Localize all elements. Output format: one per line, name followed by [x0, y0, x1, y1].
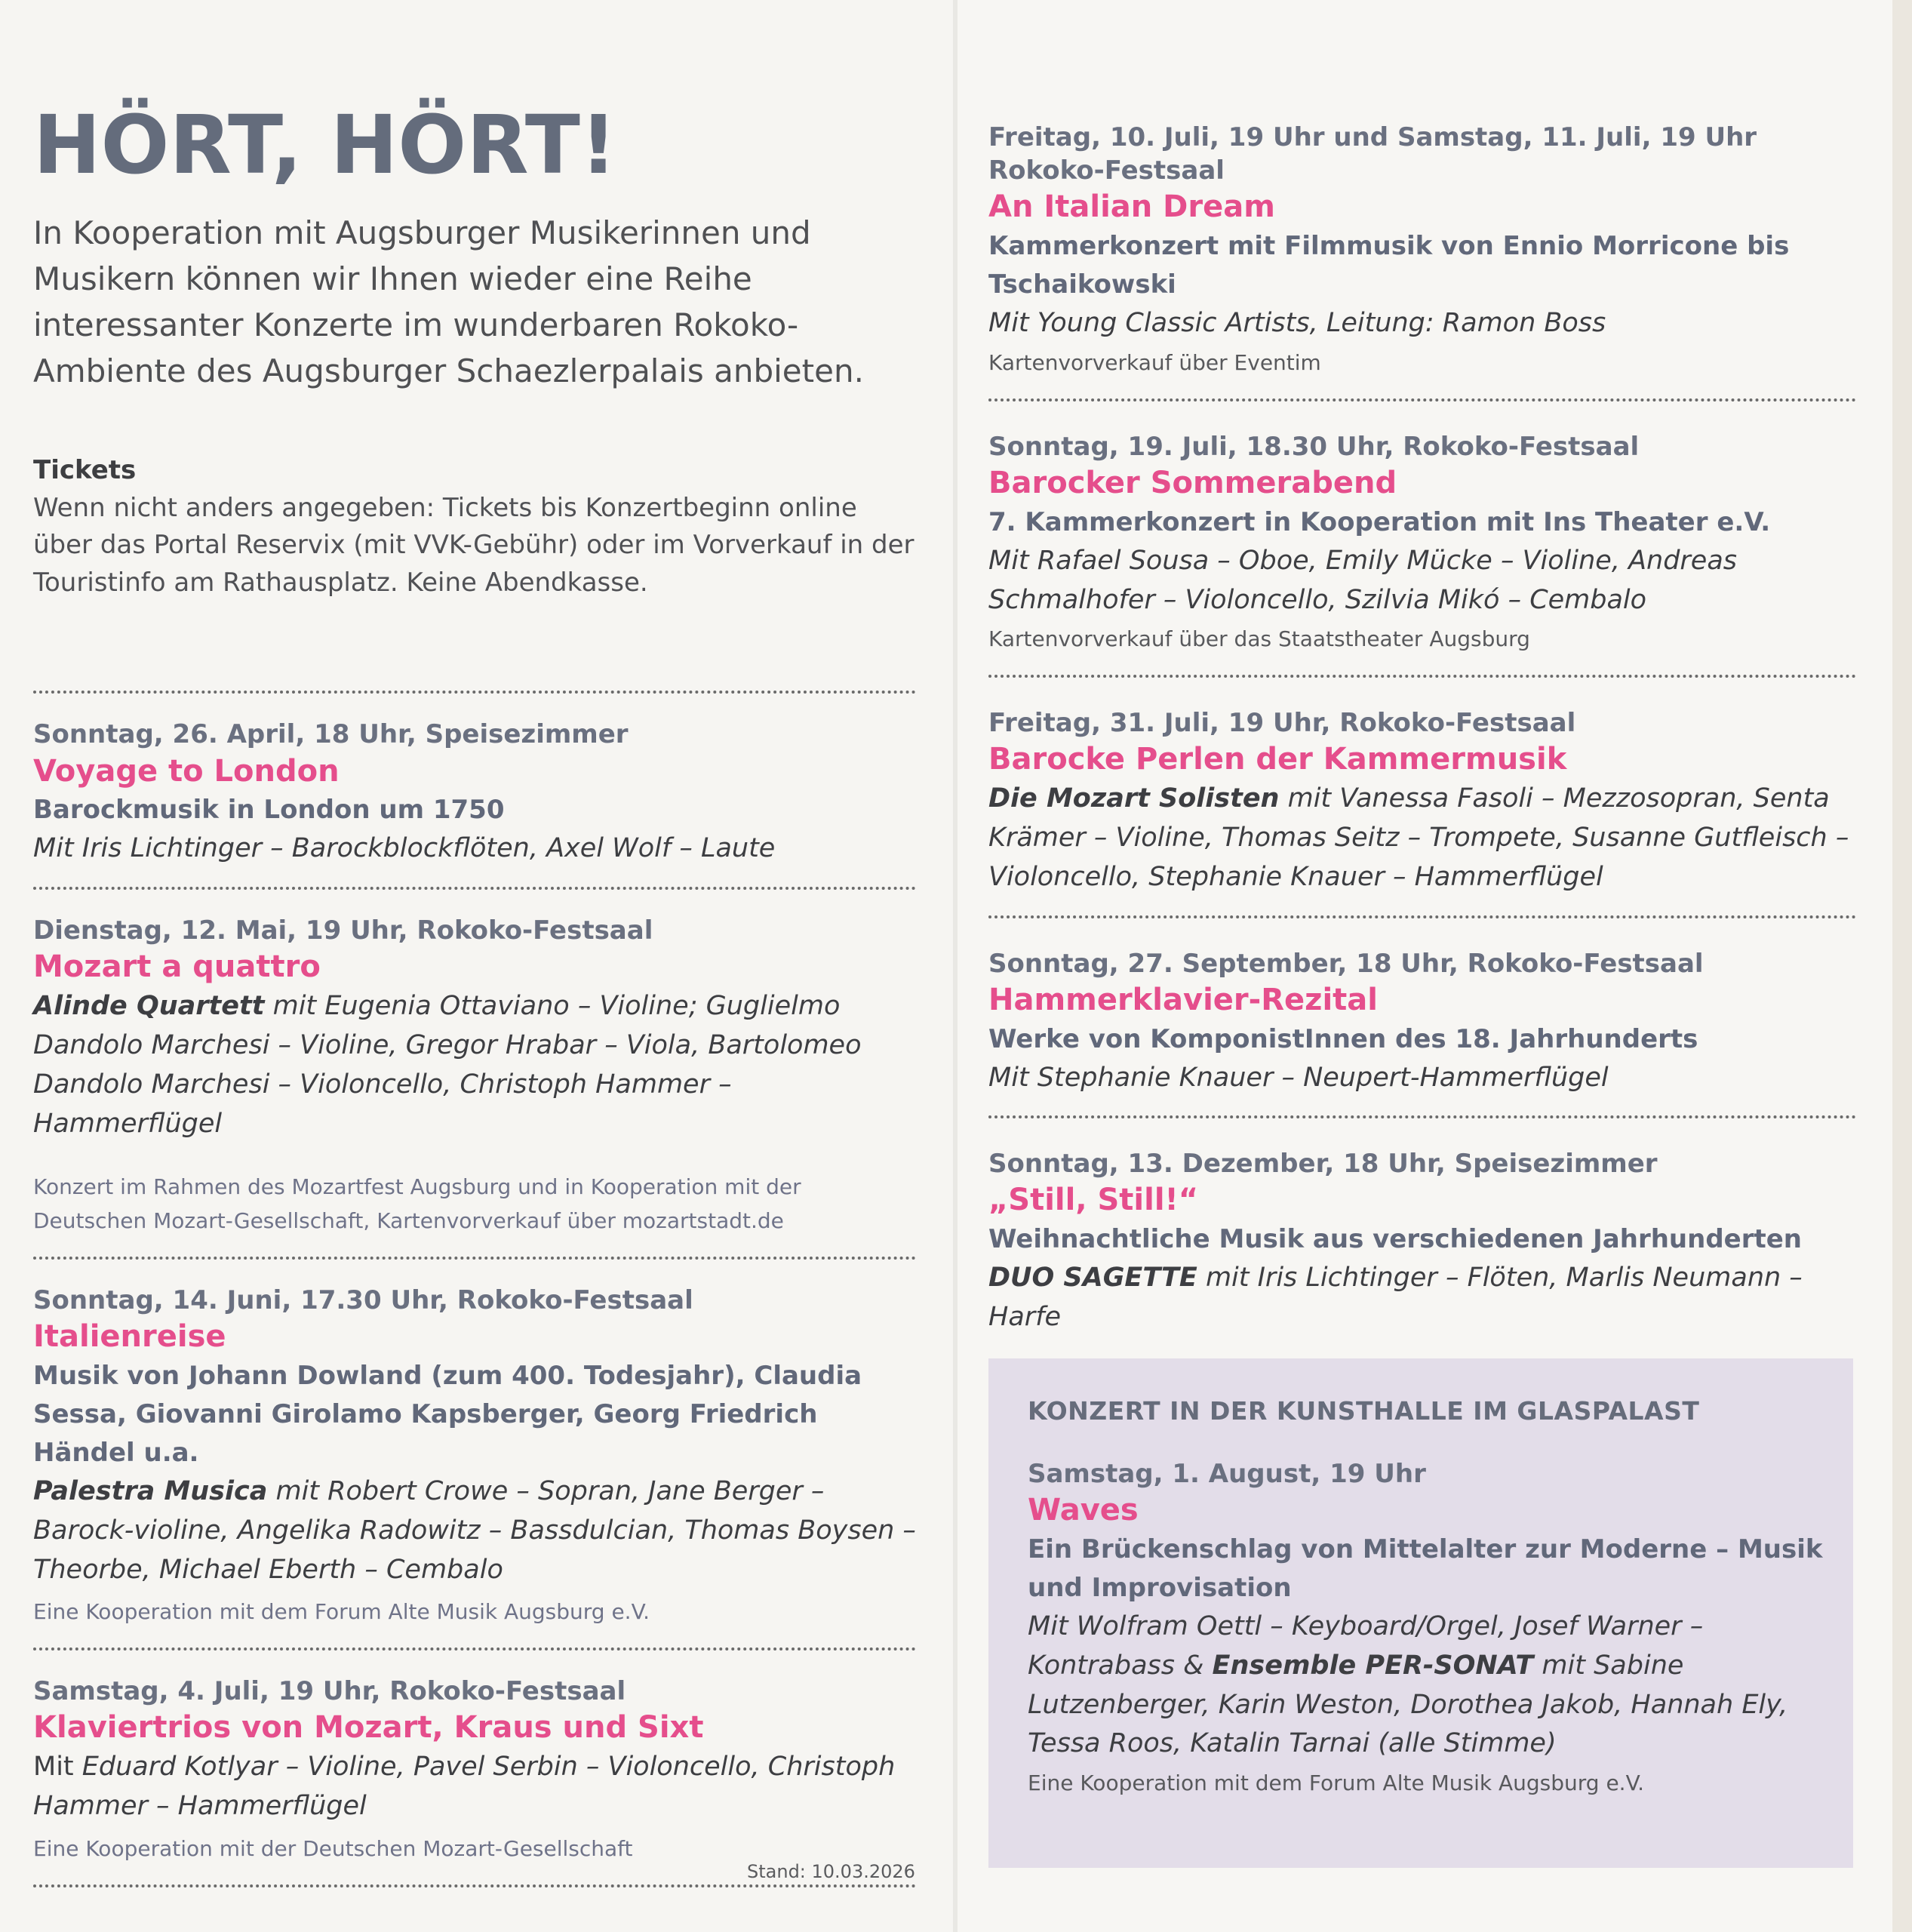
box-content — [1028, 1396, 1827, 1801]
event-performers — [33, 1748, 916, 1826]
ensemble-name: Palestra Musica — [33, 1475, 268, 1506]
ensemble-name: Die Mozart Solisten — [988, 783, 1280, 814]
event-still-still — [988, 1147, 1856, 1337]
dotted-divider — [988, 1115, 1856, 1118]
event-title: Hammerklavier-Rezital — [988, 982, 1378, 1017]
tickets-label: Tickets — [33, 454, 137, 485]
event-performers — [988, 1259, 1856, 1337]
page-title: HÖRT, HÖRT! — [33, 99, 617, 192]
intro-text: In Kooperation mit Augsburger Musikerinnen und Musikern können wir Ihnen wieder eine Reihe interessanter Konzerte im wunderbaren Rokoko-Ambiente des Augsburger Schaezlerpalais anbieten. — [33, 214, 864, 389]
performer-list: Mit Wolfram Oettl – Keyboard/Orgel, Josef Warner – Kontrabass & — [1028, 1611, 1704, 1681]
event-title: Barocker Sommerabend — [988, 465, 1397, 500]
ensemble-name: Alinde Quartett — [33, 991, 265, 1022]
performer-list: Eduard Kotlyar – Violine, Pavel Serbin – Violoncello, Christoph Hammer – Hammerflügel — [33, 1752, 896, 1821]
event-note: Konzert im Rahmen des Mozartfest Augsburg und in Kooperation mit der Deutschen Mozart-Gesellschaft, Kartenvorverkauf über mozartstadt.de — [33, 1174, 801, 1234]
tickets-text: Wenn nicht anders angegeben: Tickets bis Konzertbeginn online über das Portal Reservix (mit VVK-Gebühr) oder im Vorverkauf in der Touristinfo am Rathausplatz. Keine Abendkasse. — [33, 492, 915, 598]
performer-list: mit Eugenia Ottaviano – Violine; Guglielmo Dandolo Marchesi – Violine, Gregor Hrabar – Viola, Bartolomeo Dandolo Marchesi – Violoncello, Christoph Hammer – Hammerflügel — [33, 991, 862, 1139]
event-date: Sonntag, 13. Dezember, 18 Uhr, Speisezimmer — [988, 1149, 1658, 1180]
kunsthalle-concert-box — [988, 1358, 1853, 1868]
performer-list: mit Vanessa Fasoli – Mezzosopran, Senta Krämer – Violine, Thomas Seitz – Trompete, Susanne Gutfleisch – Violoncello, Stephanie Knauer – Hammerflügel — [988, 783, 1849, 892]
event-barocke-perlen — [988, 706, 1856, 897]
dotted-divider — [988, 398, 1856, 401]
event-subtitle: Werke von KomponistInnen des 18. Jahrhunderts — [988, 1023, 1698, 1054]
event-performers — [33, 987, 916, 1143]
performer-list: mit Sabine Lutzenberger, Karin Weston, Dorothea Jakob, Hannah Ely, Tessa Roos, Katalin Tarnai (alle Stimme) — [1028, 1650, 1788, 1759]
event-subtitle: Barockmusik in London um 1750 — [33, 795, 505, 826]
event-subtitle: Musik von Johann Dowland (zum 400. Todesjahr), Claudia Sessa, Giovanni Girolamo Kapsberger, Georg Friedrich Händel u.a. — [33, 1360, 862, 1468]
event-subtitle: Ein Brückenschlag von Mittelalter zur Moderne – Musik und Improvisation — [1028, 1534, 1823, 1603]
event-date: Sonntag, 19. Juli, 18.30 Uhr, Rokoko-Festsaal — [988, 431, 1640, 462]
event-performers — [988, 780, 1856, 897]
dotted-divider — [33, 1884, 916, 1887]
right-column — [988, 121, 1856, 1355]
event-note: Kartenvorverkauf über Eventim — [988, 349, 1321, 375]
page-edge — [1892, 0, 1912, 1932]
event-klaviertrios — [33, 1675, 916, 1866]
event-performers — [1028, 1607, 1827, 1764]
event-voyage-to-london — [33, 718, 916, 869]
event-title: Klaviertrios von Mozart, Kraus und Sixt — [33, 1710, 704, 1746]
dotted-divider — [988, 915, 1856, 918]
event-subtitle: Weihnachtliche Musik aus verschiedenen Jahrhunderten — [988, 1224, 1803, 1255]
left-column — [33, 99, 916, 1912]
event-title: Voyage to London — [33, 753, 340, 789]
event-title: An Italian Dream — [988, 189, 1275, 225]
dotted-divider — [33, 1647, 916, 1651]
performer-prefix: Mit — [33, 1752, 82, 1783]
performer-list: mit Iris Lichtinger – Flöten, Marlis Neumann – Harfe — [988, 1263, 1803, 1333]
event-title: Waves — [1028, 1493, 1139, 1528]
event-performers: Mit Stephanie Knauer – Neupert-Hammerflügel — [988, 1062, 1609, 1093]
event-subtitle: 7. Kammerkonzert in Kooperation mit Ins Theater e.V. — [988, 506, 1771, 537]
event-date: Freitag, 10. Juli, 19 Uhr und Samstag, 11. Juli, 19 Uhr — [988, 122, 1757, 152]
dotted-divider — [33, 691, 916, 694]
stand-date: Stand: 10.03.2026 — [747, 1861, 915, 1882]
event-note: Eine Kooperation mit dem Forum Alte Musik Augsburg e.V. — [1028, 1770, 1645, 1796]
event-note: Kartenvorverkauf über das Staatstheater Augsburg — [988, 626, 1530, 652]
page-fold — [953, 0, 958, 1932]
event-performers: Mit Rafael Sousa – Oboe, Emily Mücke – Violine, Andreas Schmalhofer – Violoncello, Szilvia Mikó – Cembalo — [988, 545, 1738, 615]
event-date: Samstag, 1. August, 19 Uhr — [1028, 1459, 1426, 1489]
event-title: „Still, Still!“ — [988, 1183, 1199, 1218]
event-title: Barocke Perlen der Kammermusik — [988, 742, 1567, 777]
event-mozart-a-quattro — [33, 914, 916, 1238]
event-subtitle: Kammerkonzert mit Filmmusik von Ennio Morricone bis Tschaikowski — [988, 231, 1790, 300]
box-heading: KONZERT IN DER KUNSTHALLE IM GLASPALAST — [1028, 1396, 1700, 1426]
event-note: Eine Kooperation mit dem Forum Alte Musik Augsburg e.V. — [33, 1599, 650, 1625]
event-date: Sonntag, 26. April, 18 Uhr, Speisezimmer — [33, 719, 629, 750]
event-date: Dienstag, 12. Mai, 19 Uhr, Rokoko-Festsaal — [33, 915, 653, 946]
performer-list: mit Robert Crowe – Sopran, Jane Berger – Barock-violine, Angelika Radowitz – Bassdulcian, Thomas Boysen – Theorbe, Michael Eberth – Cembalo — [33, 1475, 916, 1585]
event-title: Mozart a quattro — [33, 949, 321, 985]
event-performers: Mit Young Classic Artists, Leitung: Ramon Boss — [988, 308, 1606, 339]
ensemble-name: DUO SAGETTE — [988, 1263, 1197, 1294]
dotted-divider — [988, 675, 1856, 678]
event-an-italian-dream — [988, 121, 1856, 380]
event-date: Samstag, 4. Juli, 19 Uhr, Rokoko-Festsaal — [33, 1676, 626, 1707]
event-location: Rokoko-Festsaal — [988, 155, 1225, 186]
event-italienreise — [33, 1284, 916, 1629]
event-note: Eine Kooperation mit der Deutschen Mozart-Gesellschaft — [33, 1835, 633, 1861]
event-performers — [33, 1472, 916, 1589]
event-performers: Mit Iris Lichtinger – Barockblockflöten, Axel Wolf – Laute — [33, 833, 776, 864]
event-hammerklavier-rezital — [988, 947, 1856, 1098]
event-title: Italienreise — [33, 1319, 226, 1355]
event-date: Sonntag, 27. September, 18 Uhr, Rokoko-Festsaal — [988, 948, 1704, 979]
dotted-divider — [33, 1257, 916, 1260]
event-date: Sonntag, 14. Juni, 17.30 Uhr, Rokoko-Festsaal — [33, 1284, 693, 1315]
dotted-divider — [33, 887, 916, 890]
event-date: Freitag, 31. Juli, 19 Uhr, Rokoko-Festsaal — [988, 708, 1576, 739]
ensemble-name: Ensemble PER-SONAT — [1212, 1650, 1534, 1681]
event-barocker-sommerabend — [988, 430, 1856, 657]
